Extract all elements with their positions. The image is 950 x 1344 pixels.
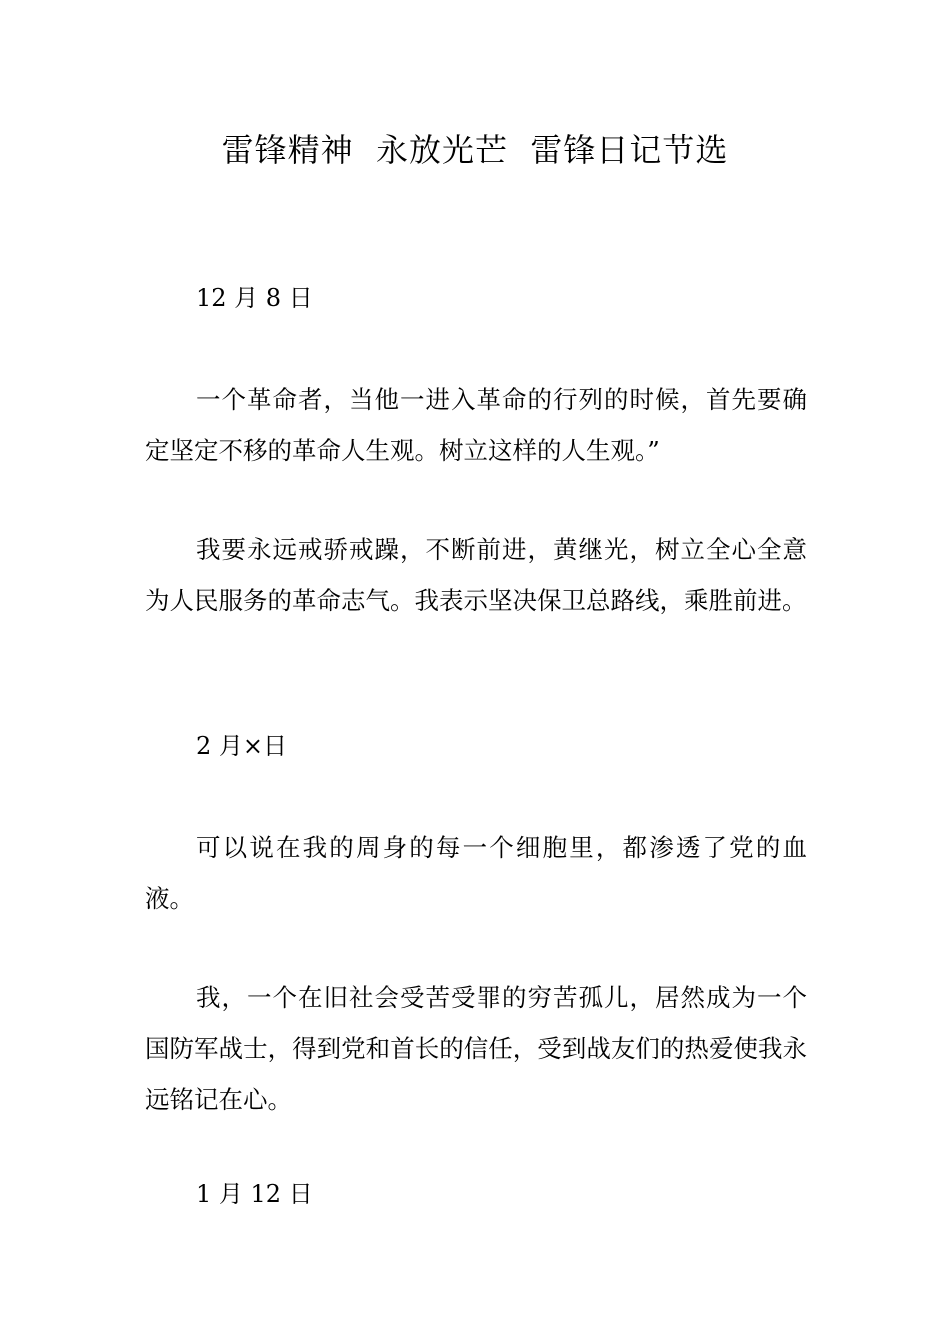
- diary-date: 12 月 8 日: [196, 284, 313, 312]
- page-title: 雷锋精神 永放光芒 雷锋日记节选: [221, 131, 729, 169]
- diary-paragraph: 我，一个在旧社会受苦受罪的穷苦孤儿，居然成为一个国防军战士，得到党和首长的信任，受到战友们的热爱使我永远铭记在心。: [145, 983, 807, 1114]
- diary-date: 1 月 12 日: [196, 1180, 313, 1208]
- diary-date: 2 月×日: [196, 732, 288, 760]
- diary-paragraph: 可以说在我的周身的每一个细胞里，都渗透了党的血液。: [145, 833, 807, 913]
- diary-paragraph: 一个革命者，当他一进入革命的行列的时候，首先要确定坚定不移的革命人生观。树立这样的人生观。”: [145, 385, 807, 465]
- diary-paragraph: 我要永远戒骄戒躁，不断前进，黄继光，树立全心全意为人民服务的革命志气。我表示坚决保卫总路线，乘胜前进。: [145, 535, 807, 615]
